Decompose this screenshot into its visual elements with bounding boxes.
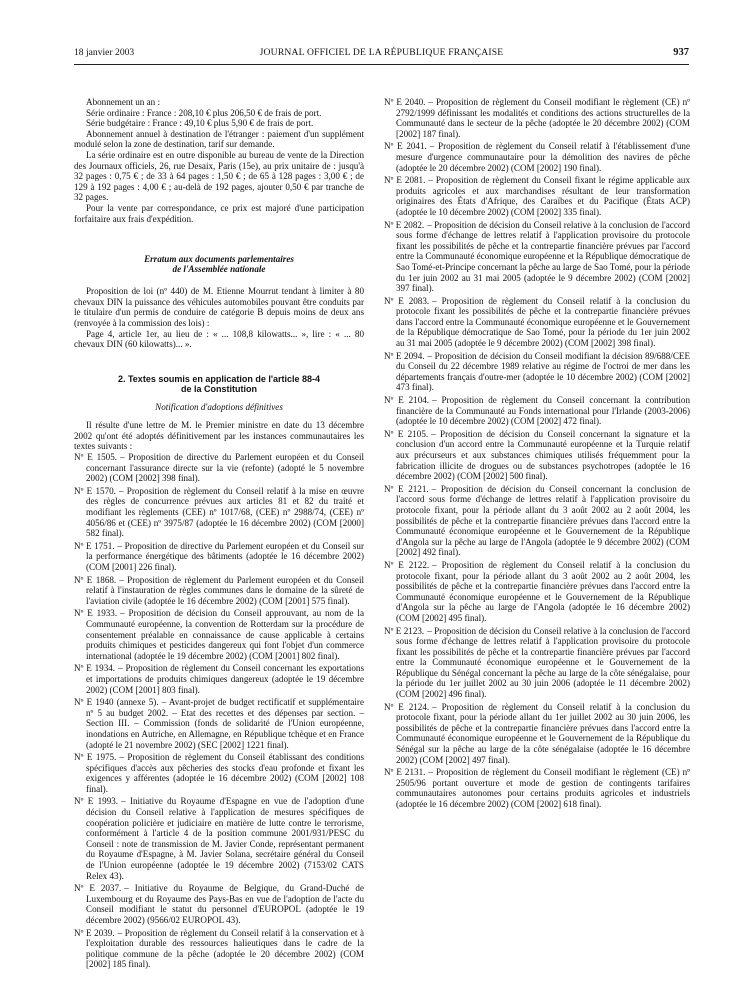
entry-text: – Proposition de règlement du Conseil modifiant le règlement (CE) nº 2505/96 portant ouverture et mode de gestion de contingents tarifaires communautaires autonomes pour certains produits agricoles et industriels (adoptée le 16 décembre 2002) (COM [2002] 618 final). [396, 767, 690, 809]
right-column [384, 97, 690, 812]
erratum-title [74, 254, 364, 274]
document-entry [384, 767, 690, 809]
document-entry [384, 560, 690, 624]
document-entry [74, 486, 364, 539]
entry-text: – Proposition de règlement du Conseil relatif à la conservation et à l'exploitation durable des ressources halieutiques dans le cadre de la politique commune de la pêche (adoptée le 20 décembre 2002) (COM [2002] 185 final). [86, 927, 364, 970]
right-entry-list [384, 97, 690, 810]
entry-text: – Avant-projet de budget rectificatif et supplémentaire nº 5 au budget 2002. – Etat des recettes et des dépenses par section. – Section III. – Commission (fonds de solidarité de l'Union européenne, inondations en Autriche, en Allemagne, en République tchèque et en France (adopté le 21 novembre 2002) (SEC [2002] 1221 final). [86, 697, 364, 750]
document-entry [384, 702, 690, 766]
entry-number: Nº E 2123. [384, 625, 425, 636]
entry-number: Nº E 1940 (annexe 5). [74, 697, 159, 708]
document-entry [74, 928, 364, 970]
entry-number: Nº E 2105. [384, 428, 429, 439]
entry-number: Nº E 2041. [384, 141, 427, 152]
document-entry [384, 351, 690, 393]
document-entry [74, 697, 364, 750]
section-title-line-1: 2. Textes soumis en application de l'article 88-4 [117, 373, 321, 384]
entry-text: – Proposition de directive du Parlement européen et du Conseil concernant l'assurance directe sur la vie (refonte) (adopté le 5 novembre 2002) (COM [2002] 398 final). [86, 452, 365, 484]
entry-text: – Proposition de règlement du Conseil fixant le régime applicable aux produits agricoles et aux marchandises résultant de leur transformation originaires des États d'Afrique, des Caraïbes et du Pacifique (États ACP) (adoptée le 10 décembre 2002) (COM [2002] 335 final). [396, 175, 691, 217]
entry-text: – Initiative du Royaume de Belgique, du Grand-Duché de Luxembourg et du Royaume des Pays-Bas en vue de l'adoption de l'acte du Conseil modifiant le statut du personnel d'EUROPOL (adoptée le 19 décembre 2002) (9566/02 EUROPOL 43). [86, 883, 364, 925]
page-header [74, 47, 689, 63]
erratum-title-line-1: Erratum aux documents parlementaires [144, 254, 294, 265]
serie-budgetaire: Série budgétaire : France : 49,10 € plus 5,90 € de frais de port. [86, 118, 314, 129]
entry-number: Nº E 1751. [74, 540, 115, 551]
entry-text: – Proposition de règlement du Conseil relatif à l'établissement d'une mesure d'urgence communautaire pour la démolition des navires de pêche (adoptée le 20 décembre 2002) (COM [2002] 190 final). [396, 141, 690, 173]
section-title-line-2: de la Constitution [181, 383, 257, 394]
header-rule [74, 64, 689, 65]
entry-text: – Proposition de règlement du Conseil relatif à la conclusion du protocole fixant, pour la période allant du 1er juillet 2002 au 30 juin 2006, les possibilités de pêche et la contrepartie financière prévues dans l'accord entre la Communauté économique européenne et le Gouvernement de la République du Sénégal sur la pêche au large de la côte sénégalaise (adoptée le 16 décembre 2002) (COM [2002] 497 final). [396, 701, 691, 765]
erratum-fix: Page 4, article 1er, au lieu de : « ... 108,8 kilowatts... », lire : « ... 80 chevaux DIN (60 kilowatts)... ». [74, 328, 364, 350]
document-entry [74, 608, 364, 661]
document-entry [74, 541, 364, 573]
document-entry [384, 97, 690, 139]
entry-text: – Proposition de décision du Conseil concernant la conclusion de l'accord sous forme d'échange de lettres relatif à l'application provisoire du protocole fixant, pour la période allant du 3 août 2002 au 2 août 2004, les possibilités de pêche et la contrepartie financière prévues dans l'accord entre la Communauté économique européenne et le Gouvernement de la République d'Angola sur la pêche au large de l'Angola (adoptée le 9 décembre 2002) (COM [2002] 492 final). [396, 483, 691, 558]
serie-ordinaire: Série ordinaire : France : 208,10 € plus 206,50 € de frais de port. [86, 107, 322, 118]
document-entry [384, 484, 690, 558]
abonnement-etranger: Abonnement annuel à destination de l'étranger : paiement d'un supplément modulé selon la zone de destination, tarif sur demande. [74, 128, 364, 150]
entry-text: – Proposition de règlement du Conseil relatif à la conclusion du protocole fixant les possibilités de pêche et la contrepartie financière prévues dans l'accord entre la Communauté économique européenne et le Gouvernement de la République démocratique de Sao Tomé, pour la période du 1er juin 2002 au 31 mai 2005 (adoptée le 9 décembre 2002) (COM [2002] 398 final). [396, 295, 691, 349]
document-entry [384, 626, 690, 700]
entry-text: – Proposition de règlement du Conseil relatif à la mise en œuvre des règles de concurrence prévues aux articles 81 et 82 du traité et modifiant les règlements (CEE) nº 1017/68, (CEE) nº 2988/74, (CEE) nº 4056/86 et (CEE) nº 3975/87 (adoptée le 16 décembre 2002) (COM [2000] 582 final). [86, 485, 365, 539]
left-entry-list [74, 452, 364, 970]
entry-number: Nº E 1868. [74, 574, 117, 585]
document-entry [74, 663, 364, 695]
entry-text: – Proposition de décision du Conseil modifiant la décision 89/688/CEE du Conseil du 22 décembre 1989 relative au régime de l'octroi de mer dans les départements français d'outre-mer (adoptée le 10 décembre 2002) (COM [2002] 473 final). [396, 350, 691, 393]
entry-number: Nº E 2122. [384, 559, 430, 570]
document-entry [384, 141, 690, 173]
erratum-body: Proposition de loi (nº 440) de M. Etienne Mourrut tendant à limiter à 80 chevaux DIN la puissance des véhicules automobiles pouvant être conduits par le titulaire d'un permis de conduire de catégorie B depuis moins de deux ans (renvoyée à la commission des lois) : [74, 286, 364, 328]
section-title [74, 374, 364, 394]
abonnement-intro: Abonnement un an : [86, 97, 160, 107]
document-entry [74, 796, 364, 881]
entry-number: Nº E 1933. [74, 608, 118, 619]
header-date: 18 janvier 2003 [74, 47, 135, 58]
entry-text: – Proposition de directive du Parlement européen et du Conseil sur la performance énergétique des bâtiments (adoptée le 16 décembre 2002) (COM [2001] 226 final). [86, 540, 364, 572]
entry-text: – Proposition de décision du Conseil concernant la signature et la conclusion d'un accord entre la Communauté européenne et la Turquie relatif aux précurseurs et aux substances chimiques utilisés fréquemment pour la fabrication illicite de drogues ou de substances psychotropes (adoptée le 16 décembre 2002) (COM [2002] 500 final). [396, 428, 690, 482]
entry-number: Nº E 2082. [384, 219, 425, 230]
entry-number: Nº E 2037. [74, 883, 122, 894]
entry-text: – Proposition de règlement du Conseil relatif à la conclusion du protocole fixant, pour la période allant du 3 août 2002 au 2 août 2004, les possibilités de pêche et la contrepartie financière prévues dans l'accord entre la Communauté économique européenne et le Gouvernement de la République d'Angola sur la pêche au large de l'Angola (adoptée le 16 décembre 2002) (COM [2002] 495 final). [396, 559, 691, 623]
entry-number: Nº E 2081. [384, 175, 426, 186]
entry-number: Nº E 1505. [74, 452, 118, 463]
document-entry [74, 752, 364, 794]
entry-text: – Proposition de règlement du Conseil établissant des conditions spécifiques d'accès aux pêcheries des stocks d'eau profonde et fixant les exigences y afférentes (adoptée le 16 décembre 2002) (COM [2002] 108 final). [86, 752, 364, 794]
document-entry [384, 175, 690, 217]
entry-text: – Proposition de règlement du Parlement européen et du Conseil relatif à l'instauration de règles communes dans le domaine de la sûreté de l'aviation civile (adoptée le 16 décembre 2002) (COM [2001] 575 final). [86, 574, 364, 606]
vente-info: La série ordinaire est en outre disponible au bureau de vente de la Direction des Journaux officiels, 26, rue Desaix, Paris (15e), au prix unitaire de : jusqu'à 32 pages : 0,75 € ; de 33 à 64 pages : 1,50 € ; de 65 à 128 pages : 3,00 € ; de 129 à 192 pages : 4,00 € ; au-delà de 192 pages, ajouter 0,50 € par tranche de 32 pages. [74, 149, 364, 203]
entry-number: Nº E 2131. [384, 767, 426, 778]
entry-number: Nº E 2039. [74, 927, 115, 938]
entry-number: Nº E 2094. [384, 350, 425, 361]
entry-text: – Proposition de décision du Conseil relative à la conclusion de l'accord sous forme d'échange de lettres relatif à l'application provisoire du protocole fixant les possibilités de pêche et la contrepartie financière prévues par l'accord entre la Communauté économique européenne et la République démocratique de Sao Tomé-et-Principe concernant la pêche au large de Sao Tomé, pour la période du 1er juin 2002 au 31 mai 2005 (adoptée le 9 décembre 2002) (COM [2002] 397 final). [396, 219, 690, 294]
entry-number: Nº E 1570. [74, 485, 116, 496]
document-entry [384, 429, 690, 482]
left-column [74, 97, 364, 972]
entry-number: Nº E 1975. [74, 752, 117, 763]
entry-text: – Proposition de décision du Conseil relative à la conclusion de l'accord sous forme d'échange de lettres relatif à l'application provisoire du protocole fixant les possibilités de pêche et la contrepartie financière prévues par l'accord entre la Communauté économique européenne et le Gouvernement de la République du Sénégal concernant la pêche au large de la côte sénégalaise, pour la période du 1er juillet 2002 au 30 juin 2006 (adoptée le 11 décembre 2002) (COM [2002] 496 final). [396, 625, 690, 700]
document-entry [74, 452, 364, 484]
entry-number: Nº E 1934. [74, 663, 116, 674]
page-number: 937 [673, 47, 689, 58]
entry-text: – Proposition de règlement du Conseil concernant la contribution financière de la Communauté au Fonds international pour l'Irlande (2003-2006) (adoptée le 10 décembre 2002) (COM [2002] 472 final). [396, 395, 690, 427]
entry-number: Nº E 2083. [384, 295, 430, 306]
document-entry [384, 296, 690, 349]
section-subtitle: Notification d'adoptions définitives [155, 401, 283, 412]
document-entry [384, 220, 690, 294]
document-entry [74, 883, 364, 925]
entry-text: – Initiative du Royaume d'Espagne en vue de l'adoption d'une décision du Conseil relative à l'application de mesures spécifiques de coopération policière et judiciaire en matière de lutte contre le terrorisme, conformément à l'article 4 de la position commune 2001/931/PESC du Conseil : note de transmission de M. Javier Conde, représentant permanent du Royaume d'Espagne, à M. Javier Solana, secrétaire général du Conseil de l'Union européenne (adoptée le 19 décembre 2002) (7153/02 CATS Relex 43). [86, 796, 365, 881]
section-intro: Il résulte d'une lettre de M. le Premier ministre en date du 13 décembre 2002 qu'ont été adoptés définitivement par les instances communautaires les textes suivants : [74, 420, 364, 452]
erratum-title-line-2: de l'Assemblée nationale [172, 264, 266, 275]
entry-number: Nº E 2121. [384, 483, 429, 494]
entry-text: – Proposition de règlement du Conseil concernant les exportations et importations de produits chimiques dangereux (adoptée le 19 décembre 2002) (COM [2001] 803 final). [86, 663, 365, 695]
document-entry [74, 575, 364, 607]
entry-number: Nº E 2124. [384, 701, 430, 712]
entry-number: Nº E 2104. [384, 395, 430, 406]
entry-text: – Proposition de décision du Conseil approuvant, au nom de la Communauté européenne, la convention de Rotterdam sur la procédure de consentement préalable en connaissance de cause applicable à certains produits chimiques et pesticides dangereux qui font l'objet d'un commerce international (adoptée le 19 décembre 2002) (COM [2001] 802 final). [86, 608, 364, 661]
entry-text: – Proposition de règlement du Conseil modifiant le règlement (CE) nº 2792/1999 définissant les modalités et conditions des actions structurelles de la Communauté dans le secteur de la pêche (adoptée le 20 décembre 2002) (COM [2002] 187 final). [396, 97, 690, 139]
correspondance-info: Pour la vente par correspondance, ce prix est majoré d'une participation forfaitaire aux frais d'expédition. [74, 202, 364, 224]
entry-number: Nº E 1993. [74, 796, 119, 807]
header-journal-title: JOURNAL OFFICIEL DE LA RÉPUBLIQUE FRANÇAISE [259, 47, 504, 58]
document-entry [384, 395, 690, 427]
entry-number: Nº E 2040. [384, 97, 426, 107]
